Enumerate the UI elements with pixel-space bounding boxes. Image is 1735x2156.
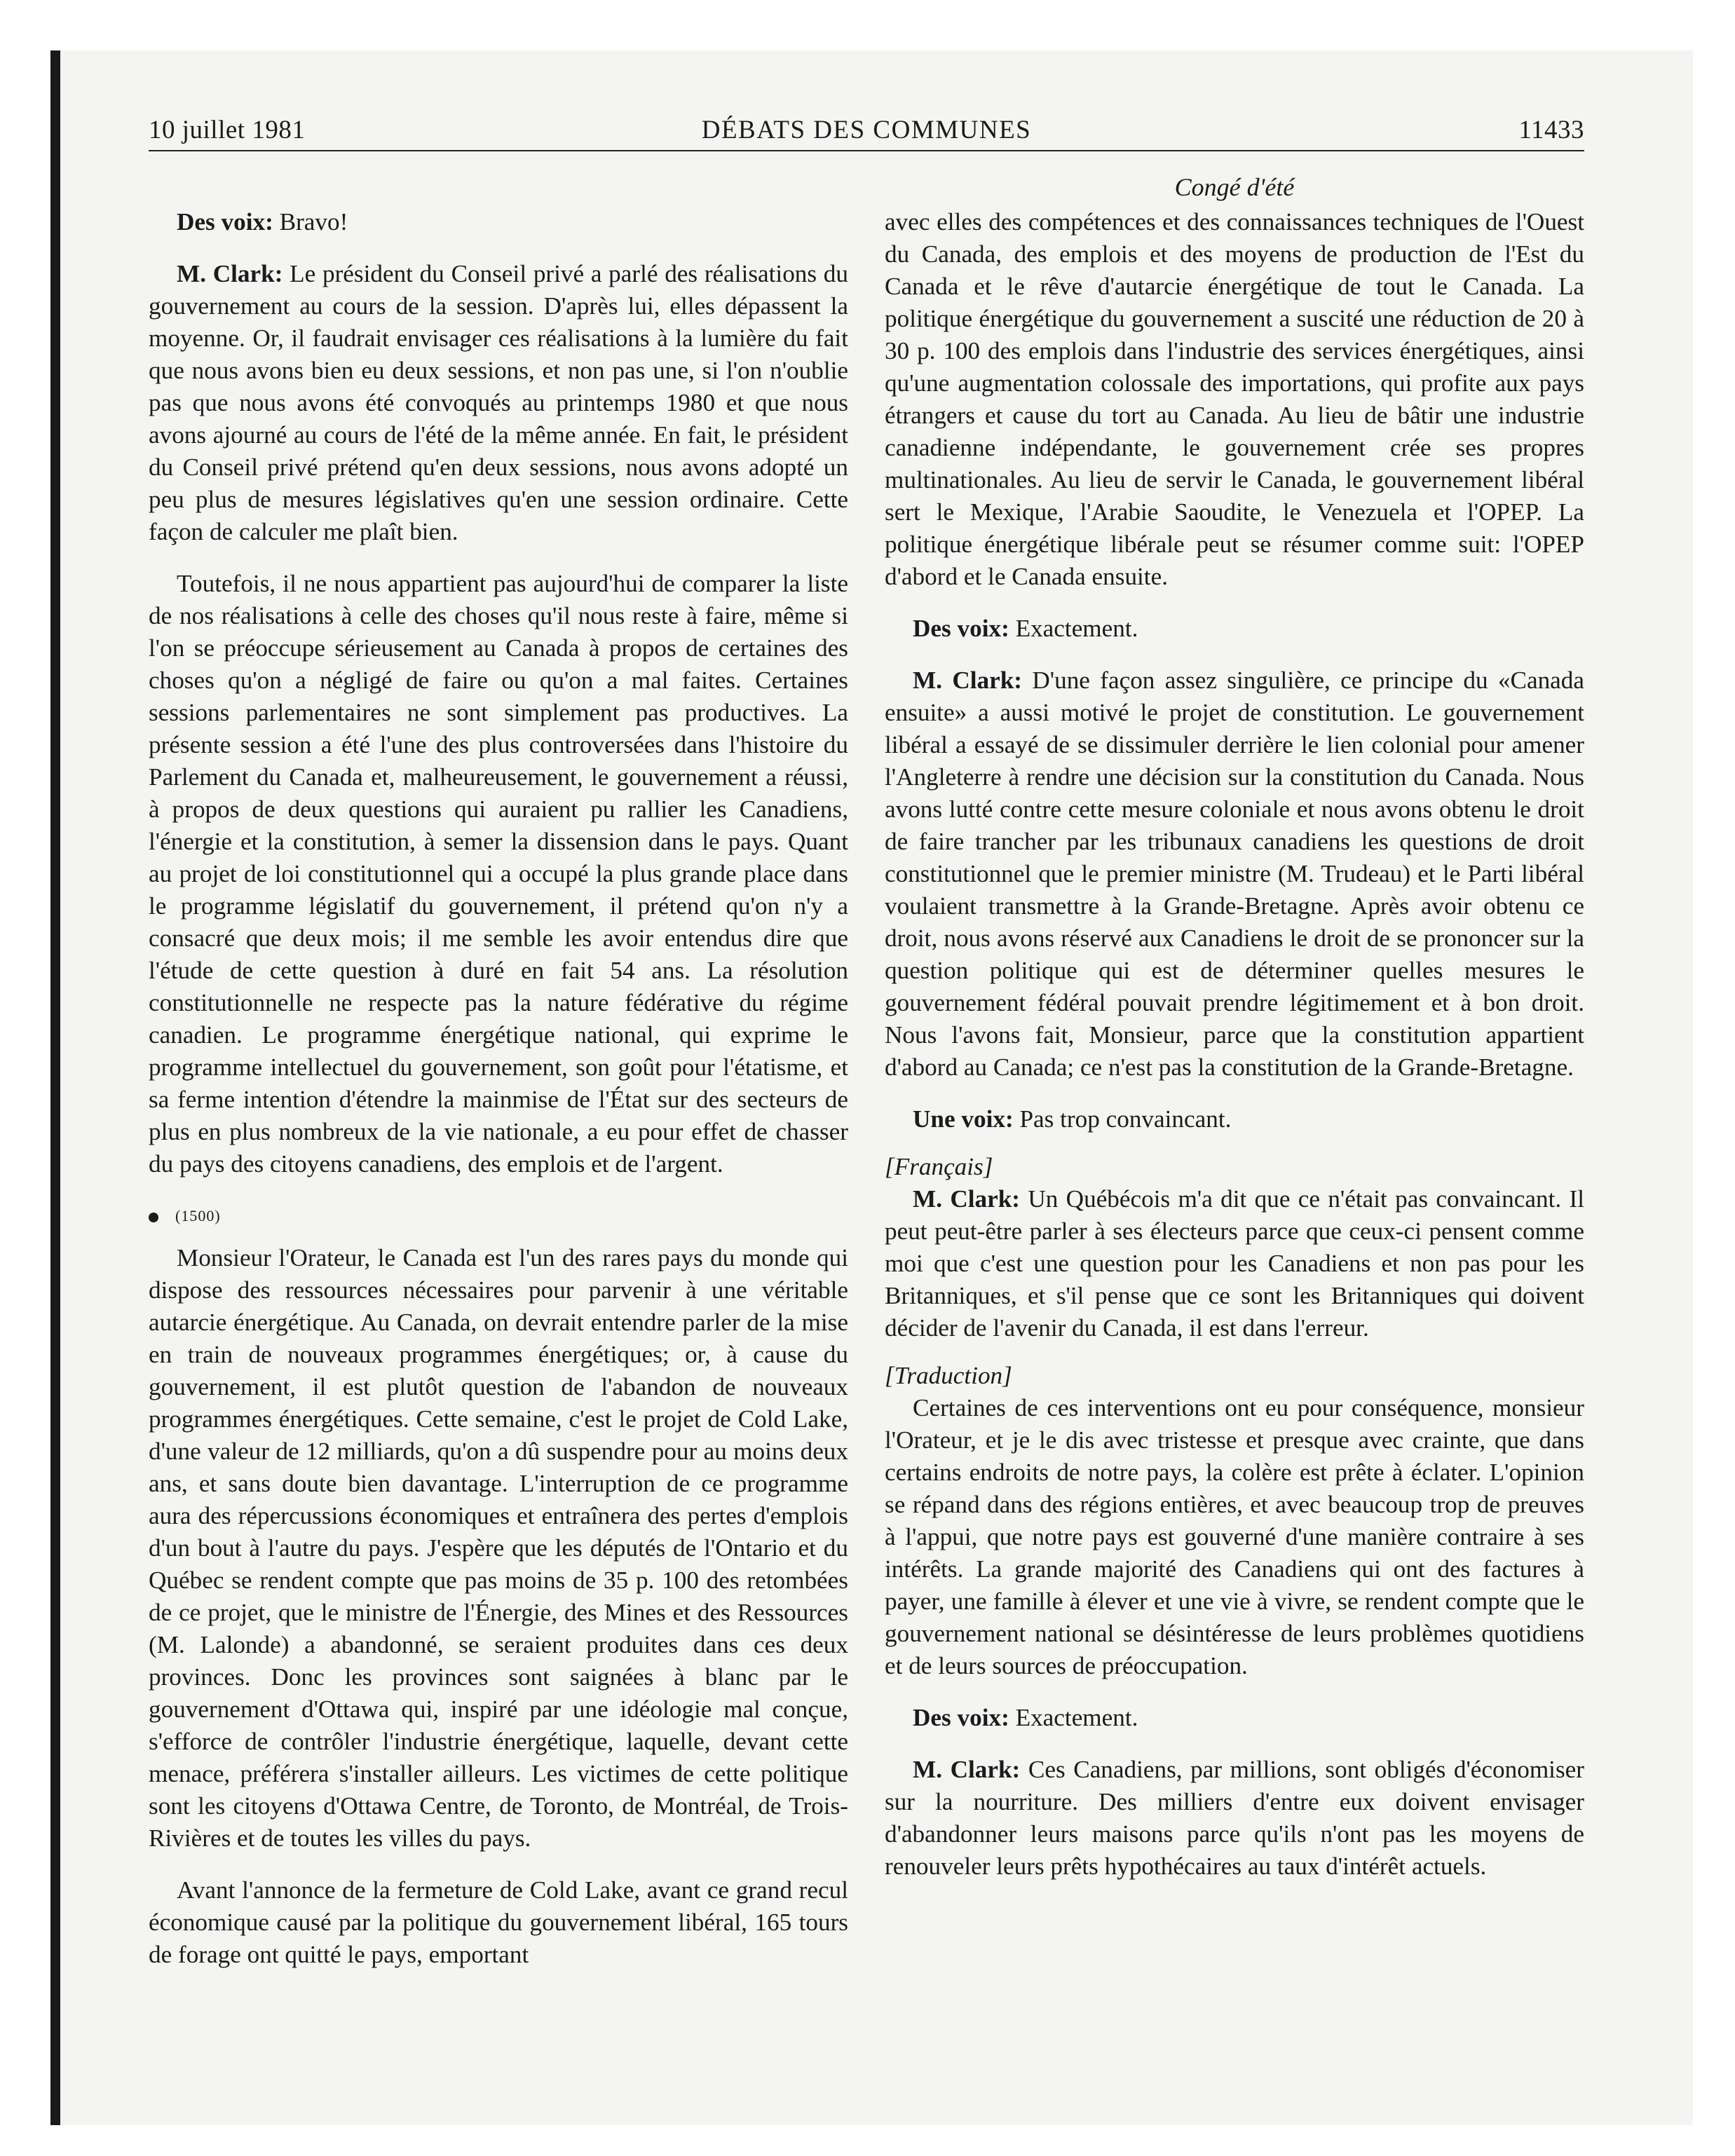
paragraph-text: Certaines de ces interventions ont eu pour conséquence, monsieur l'Orateur, et je le dis avec tristesse et presque avec crainte, que dans certains endroits de notre pays, la colère est prête à éclater. L'opinion se répand dans des régions entières, et avec beaucoup trop de preuves à l'appui, que notre pays est gouverné d'une manière contraire à ses intérêts. La grande majorité des Canadiens qui ont des factures à payer, une famille à élever et une vie à vivre, se rendent compte que le gouvernement national se désintéresse de leurs problèmes quotidiens et de leurs sources de préoccupation. — [885, 1394, 1584, 1679]
paragraph-text: Avant l'annonce de la fermeture de Cold Lake, avant ce grand recul économique causé par la politique du gouvernement libéral, 165 tours de forage ont quitté le pays, emportant — [149, 1876, 848, 1968]
paragraph-text: Le président du Conseil privé a parlé des réalisations du gouvernement au cours de la session. D'après lui, elles dépassent la moyenne. Or, il faudrait envisager ces réalisations à la lumière du fait que nous avons bien eu deux sessions, et non pas une, si l'on n'oublie pas que nous avons été convoqués au printemps 1980 et que nous avons ajourné au cours de l'été de la même année. En fait, le président du Conseil privé prétend qu'en deux sessions, nous avons adopté un peu plus de mesures législatives qu'en une session ordinaire. Cette façon de calculer me plaît bien. — [149, 260, 848, 545]
speaker: M. Clark: — [913, 1185, 1021, 1213]
paragraph-text: Un Québécois m'a dit que ce n'était pas convaincant. Il peut peut-être parler à ses électeurs parce que ceux-ci pensent comme moi que c'est une question pour les Canadiens et non pas pour les Britanniques, et s'il pense que ce sont les Britanniques qui doivent décider de l'avenir du Canada, il est dans l'erreur. — [885, 1185, 1584, 1342]
paragraph-text: Bravo! — [273, 208, 348, 236]
scan-margin-left — [0, 0, 53, 2156]
speaker: M. Clark: — [177, 260, 283, 287]
paragraph-text: Exactement. — [1009, 1704, 1138, 1731]
paragraph-text: avec elles des compétences et des connaissances techniques de l'Ouest du Canada, des emplois et des moyens de production de l'Est du Canada et le rêve d'autarcie énergétique de tout le Canada. La politique énergétique du gouvernement a suscité une réduction de 20 à 30 p. 100 des emplois dans l'industrie des services énergétiques, ainsi qu'une augmentation colossale des importations, qui profite aux pays étrangers et cause du tort au Canada. Au lieu de bâtir une industrie canadienne indépendante, le gouvernement crée ses propres multinationales. Au lieu de servir le Canada, le gouvernement libéral sert le Mexique, l'Arabie Saoudite, le Venezuela et l'OPEP. La politique énergétique libérale peut se résumer comme suit: l'OPEP d'abord et le Canada ensuite. — [885, 208, 1584, 590]
language-label: [Français] — [885, 1153, 993, 1180]
paragraph — [885, 206, 1584, 593]
speaker: M. Clark: — [913, 1756, 1021, 1783]
paragraph — [149, 206, 848, 238]
paragraph-text: Monsieur l'Orateur, le Canada est l'un des rares pays du monde qui dispose des ressources nécessaires pour parvenir à une véritable autarcie énergétique. Au Canada, on devrait entendre parler de la mise en train de nouveaux programmes énergétiques; or, à cause du gouvernement, il est plutôt question de l'abandon de nouveaux programmes énergétiques. Cette semaine, c'est le projet de Cold Lake, d'une valeur de 12 milliards, qu'on a dû suspendre pour au moins deux ans, et sans doute bien davantage. L'interruption de ce programme aura des répercussions économiques et entraînera des pertes d'emplois d'un bout à l'autre du pays. J'espère que les députés de l'Ontario et du Québec se rendent compte que pas moins de 35 p. 100 des retombées de ce projet, que le ministre de l'Énergie, des Mines et des Ressources (M. Lalonde) a abandonné, se seraient produites dans ces deux provinces. Donc les provinces sont saignées à blanc par le gouvernement d'Ottawa qui, inspiré par une idéologie mal conçue, s'efforce de contrôler l'industrie énergétique, laquelle, devant cette menace, préférera s'installer ailleurs. Les victimes de cette politique sont les citoyens d'Ottawa Centre, de Toronto, de Montréal, de Trois-Rivières et de toutes les villes du pays. — [149, 1244, 848, 1852]
header-title: DÉBATS DES COMMUNES — [701, 116, 1032, 144]
paragraph — [885, 1183, 1584, 1344]
right-column — [885, 206, 1584, 1883]
scan-margin-bottom — [0, 2125, 1735, 2156]
paragraph-text: Toutefois, il ne nous appartient pas aujourd'hui de comparer la liste de nos réalisations à celle des choses qu'il nous reste à faire, même si l'on se préoccupe sérieusement au Canada à propos de certaines des choses qu'on a négligé de faire ou qu'on a mal faites. Certaines sessions parlementaires ne sont simplement pas productives. La présente session a été l'une des plus controversées dans l'histoire du Parlement du Canada et, malheureusement, le gouvernement a réussi, à propos de deux questions qui auraient pu rallier les Canadiens, l'énergie et la constitution, à semer la dissension dans le pays. Quant au projet de loi constitutionnel qui a occupé la plus grande place dans le programme législatif du gouvernement, il prétend qu'on n'y a consacré que deux mois; il me semble les avoir entendus dire que l'étude de cette question à duré en fait 54 ans. La résolution constitutionnelle ne respecte pas la nature fédérative du régime canadien. Le programme énergétique national, qui exprime le programme intellectuel du gouvernement, son goût pour l'étatisme, et sa ferme intention d'étendre la mainmise de l'État sur des secteurs de plus en plus nombreux de la vie nationale, a eu pour effet de chasser du pays des citoyens canadiens, des emplois et de l'argent. — [149, 570, 848, 1178]
paragraph-text: Ces Canadiens, par millions, sont obligés d'économiser sur la nourriture. Des milliers d'entre eux doivent envisager d'abandonner leurs maisons parce qu'ils n'ont pas les moyens de renouveler leurs prêts hypothécaires au taux d'intérêt actuels. — [885, 1756, 1584, 1880]
time-marker — [149, 1200, 848, 1232]
paragraph — [885, 1103, 1584, 1135]
left-column — [149, 206, 848, 1971]
language-label: [Traduction] — [885, 1362, 1012, 1389]
header-page-number: 11433 — [1518, 116, 1584, 144]
paragraph — [885, 1754, 1584, 1883]
speaker: Une voix: — [913, 1105, 1014, 1133]
paragraph — [149, 1874, 848, 1971]
paragraph — [885, 613, 1584, 645]
header-date: 10 juillet 1981 — [149, 116, 306, 144]
paragraph-text: Pas trop convaincant. — [1013, 1105, 1232, 1133]
paragraph — [885, 1392, 1584, 1682]
speaker: Des voix: — [913, 615, 1009, 642]
time-stamp: (1500) — [175, 1207, 221, 1224]
header-rule — [149, 150, 1584, 151]
speaker: Des voix: — [913, 1704, 1009, 1731]
page-header — [149, 115, 1584, 151]
running-head: Congé d'été — [1174, 173, 1295, 201]
speaker: Des voix: — [177, 208, 273, 236]
scan-margin-right — [1693, 0, 1735, 2156]
paragraph — [885, 664, 1584, 1084]
speaker: M. Clark: — [913, 667, 1023, 694]
bullet-icon — [149, 1213, 158, 1222]
paragraph — [149, 258, 848, 548]
paragraph — [885, 1702, 1584, 1734]
paragraph-text: D'une façon assez singulière, ce principe du «Canada ensuite» a aussi motivé le projet de constitution. Le gouvernement libéral a essayé de se dissimuler derrière le lien colonial pour amener l'Angleterre à rendre une décision sur la constitution du Canada. Nous avons lutté contre cette mesure coloniale et nous avons obtenu le droit de faire trancher par les tribunaux canadiens les questions de droit constitutionnel que le premier ministre (M. Trudeau) et le Parti libéral voulaient transmettre à la Grande-Bretagne. Après avoir obtenu ce droit, nous avons réservé aux Canadiens le droit de se prononcer sur la question politique qui est de déterminer quelles mesures le gouvernement fédéral pouvait prendre légitimement et à bon droit. Nous l'avons fait, Monsieur, parce que la constitution appartient d'abord au Canada; ce n'est pas la constitution de la Grande-Bretagne. — [885, 667, 1584, 1081]
paragraph-text: Exactement. — [1009, 615, 1138, 642]
scan-margin-top — [0, 0, 1735, 50]
paragraph — [149, 568, 848, 1180]
paragraph — [149, 1242, 848, 1855]
